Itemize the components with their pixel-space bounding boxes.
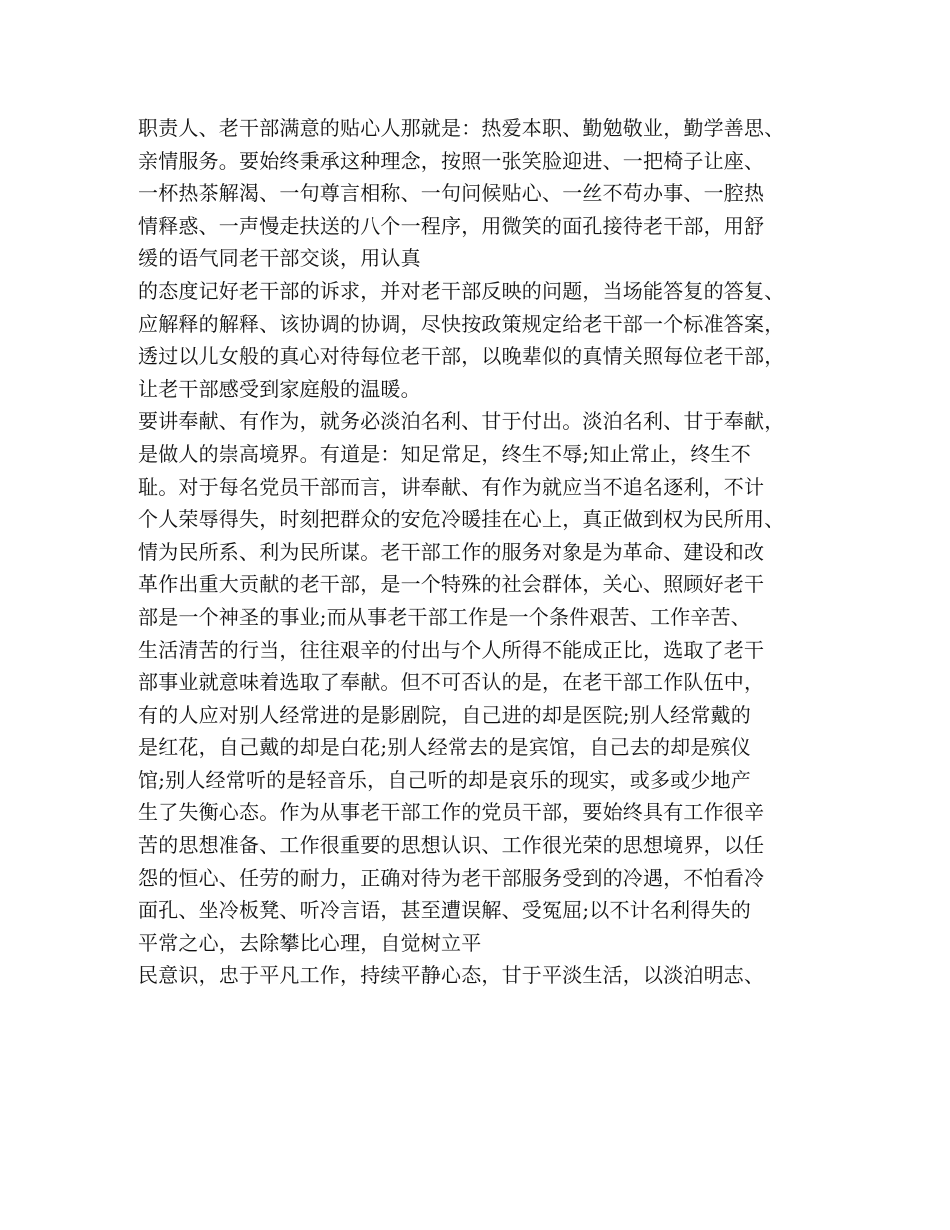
text-line: 是红花，自己戴的却是白花;别人经常去的是宾馆，自己去的却是殡仪 <box>138 735 751 760</box>
text-line: 情为民所系、利为民所谋。老干部工作的服务对象是为革命、建设和改 <box>138 539 765 564</box>
text-line: 生活清苦的行当，往往艰辛的付出与个人所得不能成正比，选取了老干 <box>138 637 765 662</box>
text-line: 部事业就意味着选取了奉献。但不可否认的是，在老干部工作队伍中， <box>138 670 765 695</box>
text-line: 是做人的崇高境界。有道是：知足常足，终生不辱;知止常止，终生不 <box>138 441 751 466</box>
text-line: 应解释的解释、该协调的协调，尽快按政策规定给老干部一个标准答案， <box>138 311 785 336</box>
text-line: 亲情服务。要始终秉承这种理念，按照一张笑脸迎进、一把椅子让座、 <box>138 148 765 173</box>
text-line: 缓的语气同老干部交谈，用认真 <box>138 246 421 271</box>
text-line: 要讲奉献、有作为，就务必淡泊名利、甘于付出。淡泊名利、甘于奉献， <box>138 409 785 434</box>
text-line: 革作出重大贡献的老干部，是一个特殊的社会群体，关心、照顾好老干 <box>138 572 765 597</box>
text-line: 生了失衡心态。作为从事老干部工作的党员干部，要始终具有工作很辛 <box>138 800 765 825</box>
text-line: 怨的恒心、任劳的耐力，正确对待为老干部服务受到的冷遇，不怕看冷 <box>138 865 765 890</box>
text-line: 透过以儿女般的真心对待每位老干部，以晚辈似的真情关照每位老干部， <box>138 344 785 369</box>
text-line: 部是一个神圣的事业;而从事老干部工作是一个条件艰苦、工作辛苦、 <box>138 604 751 629</box>
text-line: 的态度记好老干部的诉求，并对老干部反映的问题，当场能答复的答复、 <box>138 278 785 303</box>
text-line: 一杯热茶解渴、一句尊言相称、一句问候贴心、一丝不苟办事、一腔热 <box>138 181 765 206</box>
text-line: 情释惑、一声慢走扶送的八个一程序，用微笑的面孔接待老干部，用舒 <box>138 213 765 238</box>
text-line: 让老干部感受到家庭般的温暖。 <box>138 376 421 401</box>
text-line: 苦的思想准备、工作很重要的思想认识、工作很光荣的思想境界，以任 <box>138 833 765 858</box>
body-text <box>138 112 838 992</box>
text-line: 有的人应对别人经常进的是影剧院，自己进的却是医院;别人经常戴的 <box>138 702 751 727</box>
text-line: 民意识，忠于平凡工作，持续平静心态，甘于平淡生活，以淡泊明志、 <box>138 963 765 988</box>
text-line: 馆;别人经常听的是轻音乐，自己听的却是哀乐的现实，或多或少地产 <box>138 767 751 792</box>
text-line: 平常之心，去除攀比心理，自觉树立平 <box>138 930 482 955</box>
text-line: 职责人、老干部满意的贴心人那就是：热爱本职、勤勉敬业，勤学善思、 <box>138 116 785 140</box>
text-line: 耻。对于每名党员干部而言，讲奉献、有作为就应当不追名逐利，不计 <box>138 474 765 499</box>
text-line: 个人荣辱得失，时刻把群众的安危冷暖挂在心上，真正做到权为民所用、 <box>138 507 785 532</box>
text-line: 面孔、坐冷板凳、听冷言语，甚至遭误解、受冤屈;以不计名利得失的 <box>138 898 751 923</box>
